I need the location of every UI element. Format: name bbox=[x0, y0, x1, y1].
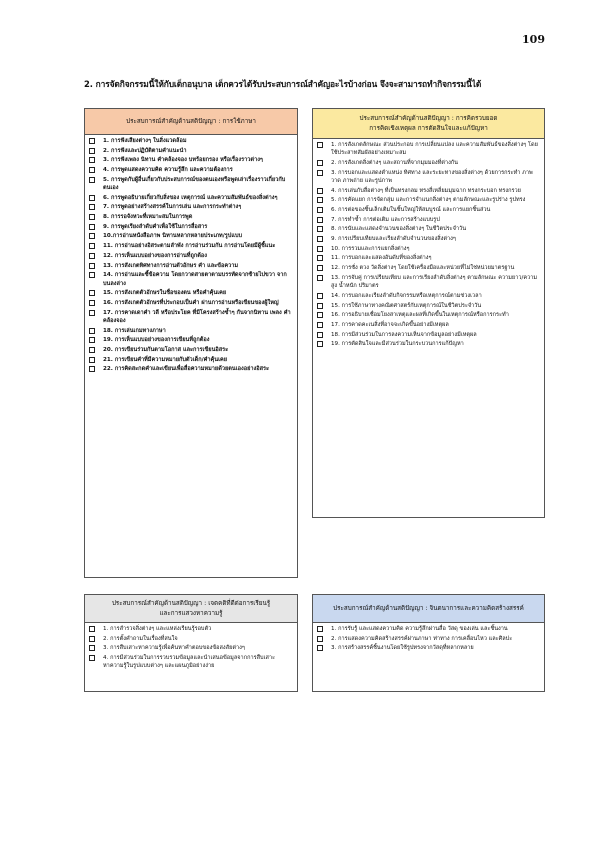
checklist-item-label: 2. การฟังและปฏิบัติตามคำแนะนำ bbox=[103, 147, 187, 154]
checkbox[interactable] bbox=[317, 142, 323, 148]
checklist-item bbox=[85, 203, 297, 211]
checklist-item-label: 2. การสังเกตสิ่งต่างๆ และสถานที่จากมุมมองที่ต่างกัน bbox=[331, 159, 459, 166]
box-title-line: ประสบการณ์สำคัญด้านสติปัญญา : การคิดรวบยอด bbox=[359, 114, 498, 122]
checklist-item bbox=[313, 159, 544, 167]
box-concept-reasoning-experiences bbox=[312, 108, 545, 518]
checklist-item-label: 19. การตัดสินใจและมีส่วนร่วมในกระบวนการแก้ปัญหา bbox=[331, 341, 464, 348]
checkbox[interactable] bbox=[317, 645, 323, 651]
checklist-item-label: 15. การสังเกตตัวอักษรในชื่อของตน หรือคำคุ้นเคย bbox=[103, 290, 227, 297]
checklist-item-label: 8. การรอจังหวะที่เหมาะสมในการพูด bbox=[103, 214, 193, 221]
checklist-item bbox=[313, 169, 544, 186]
checkbox[interactable] bbox=[317, 303, 323, 309]
checklist-item bbox=[313, 225, 544, 233]
checklist-item-label: 15. การใช้ภาษาทางคณิตศาสตร์กับเหตุการณ์ในชีวิตประจำวัน bbox=[331, 302, 482, 309]
checkbox[interactable] bbox=[317, 246, 323, 252]
checklist-item bbox=[85, 223, 297, 231]
box-language-experiences bbox=[84, 108, 298, 578]
box-concept-header bbox=[313, 109, 544, 139]
checklist-item-label: 1. การฟังเสียงต่างๆ ในสิ่งแวดล้อม bbox=[103, 138, 187, 144]
checklist-item-label: 14. การอ่านและชี้ข้อความ โดยกวาดสายตาตามบรรทัดจากซ้ายไปขวา จากบนลงล่าง bbox=[103, 272, 287, 287]
checklist-item-label: 21. การเขียนคำที่มีความหมายกับตัวเด็ก/คำคุ้นเคย bbox=[103, 356, 228, 363]
checklist-item-label: 7. การพูดอย่างสร้างสรรค์ในการเล่น และการกระทำต่างๆ bbox=[103, 204, 242, 211]
checkbox[interactable] bbox=[317, 226, 323, 232]
page-number: 109 bbox=[522, 33, 545, 46]
checklist-item-label: 3. การสร้างสรรค์ชิ้นงานโดยใช้รูปทรงจากวัสดุที่หลากหลาย bbox=[331, 645, 474, 652]
box-title-line: ประสบการณ์สำคัญด้านสติปัญญา : จินตนาการและความคิดสร้างสรรค์ bbox=[333, 604, 524, 612]
checkbox[interactable] bbox=[317, 275, 323, 281]
checkbox[interactable] bbox=[317, 626, 323, 632]
checkbox[interactable] bbox=[89, 224, 95, 230]
checklist-item bbox=[313, 635, 544, 643]
checkbox[interactable] bbox=[89, 272, 95, 278]
checkbox[interactable] bbox=[317, 197, 323, 203]
checklist-item-label: 22. การคิดสะกดคำและเขียนเพื่อสื่อความหมายด้วยตนเองอย่างอิสระ bbox=[103, 366, 269, 373]
checklist-item-label: 9. การพูดเรียงลำดับคำเพื่อใช้ในการสื่อสาร bbox=[103, 223, 208, 230]
checklist-item-label: 16. การสังเกตตัวอักษรที่ประกอบเป็นคำ ผ่านการอ่านหรือเขียนของผู้ใหญ่ bbox=[103, 299, 279, 306]
checklist-item bbox=[313, 302, 544, 310]
checkbox[interactable] bbox=[89, 655, 95, 661]
checkbox[interactable] bbox=[89, 310, 95, 316]
checklist-item-label: 11. การอ่านอย่างอิสระตามลำพัง การอ่านร่วมกัน การอ่านโดยมีผู้ชี้แนะ bbox=[103, 243, 276, 250]
checklist-item-label: 4. การมีส่วนร่วมในการรวบรวมข้อมูลและนำเสนอข้อมูลจากการสืบเสาะหาความรู้ในรูปแบบต่างๆ และแผนภูมิอย่างง่าย bbox=[103, 655, 276, 670]
checklist-item bbox=[313, 196, 544, 204]
checklist-item bbox=[313, 206, 544, 214]
checkbox[interactable] bbox=[317, 255, 323, 261]
checklist-item-label: 13. การจับคู่ การเปรียบเทียบ และการเรียงลำดับสิ่งต่างๆ ตามลักษณะ ความยาว/ความสูง น้ำหนัก ปริมาตร bbox=[331, 274, 538, 290]
checklist-item-label: 17. การคาดเดาคำ วลี หรือประโยค ที่มีโครงสร้างซ้ำๆ กันจากนิทาน เพลง คำคล้องจอง bbox=[103, 309, 291, 324]
checklist-item bbox=[313, 141, 544, 158]
box-language-header bbox=[85, 109, 297, 135]
checkbox[interactable] bbox=[89, 233, 95, 239]
checklist-item-label: 1. การสำรวจสิ่งต่างๆ และแหล่งเรียนรู้รอบตัว bbox=[103, 626, 212, 632]
checkbox[interactable] bbox=[317, 170, 323, 176]
checklist-item-label: 4. การเล่นกับสื่อต่างๆ ที่เป็นทรงกลม ทรงสี่เหลี่ยมมุมฉาก ทรงกระบอก ทรงกรวย bbox=[331, 187, 521, 194]
checkbox[interactable] bbox=[317, 341, 323, 347]
checkbox[interactable] bbox=[317, 322, 323, 328]
box-title-line: ประสบการณ์สำคัญด้านสติปัญญา : การใช้ภาษา bbox=[126, 117, 256, 125]
checklist-item bbox=[85, 176, 297, 193]
checklist-item-label: 3. การฟังเพลง นิทาน คำคล้องจอง บทร้อยกรอง หรือเรื่องราวต่างๆ bbox=[103, 157, 263, 164]
checklist-item bbox=[313, 311, 544, 319]
checkbox[interactable] bbox=[89, 253, 95, 259]
checklist-item bbox=[313, 274, 544, 291]
checklist-item bbox=[85, 194, 297, 202]
box-learning-attitude-experiences bbox=[84, 594, 298, 692]
checkbox[interactable] bbox=[89, 243, 95, 249]
checkbox[interactable] bbox=[317, 293, 323, 299]
box-attitude-list bbox=[85, 623, 297, 671]
checklist-item-label: 7. การทำซ้ำ การต่อเติม และการสร้างแบบรูป bbox=[331, 216, 440, 223]
checklist-item bbox=[85, 156, 297, 164]
checkbox[interactable] bbox=[317, 332, 323, 338]
checklist-item bbox=[85, 299, 297, 307]
checklist-item bbox=[85, 327, 297, 335]
box-title-line: และการแสวงหาความรู้ bbox=[159, 609, 223, 617]
checklist-item-label: 16. การอธิบายเชื่อมโยงสาเหตุและผลที่เกิดขึ้นในเหตุการณ์หรือการกระทำ bbox=[331, 312, 509, 319]
checklist-item bbox=[313, 321, 544, 329]
checklist-item bbox=[313, 644, 544, 652]
checklist-item-label: 6. การต่อของชิ้นเล็กเติมในชิ้นใหญ่ให้สมบูรณ์ และการแยกชิ้นส่วน bbox=[331, 207, 491, 214]
box-attitude-header bbox=[85, 595, 297, 623]
checklist-item bbox=[85, 356, 297, 364]
box-title-line: ประสบการณ์สำคัญด้านสติปัญญา : เจตคติที่ดีต่อการเรียนรู้ bbox=[111, 599, 271, 607]
checklist-item bbox=[85, 336, 297, 344]
checklist-item-label: 18. การเล่นเกมทางภาษา bbox=[103, 327, 166, 334]
checklist-item bbox=[313, 331, 544, 339]
checklist-item-label: 12. การเห็นแบบอย่างของการอ่านที่ถูกต้อง bbox=[103, 252, 207, 259]
checklist-item bbox=[85, 252, 297, 260]
checklist-item bbox=[85, 242, 297, 250]
checklist-item bbox=[313, 187, 544, 195]
checklist-item bbox=[85, 346, 297, 354]
checkbox[interactable] bbox=[317, 236, 323, 242]
checklist-item-label: 12. การชั่ง ตวง วัดสิ่งต่างๆ โดยใช้เครื่องมือและหน่วยที่ไม่ใช่หน่วยมาตรฐาน bbox=[331, 265, 515, 272]
checklist-item bbox=[85, 654, 297, 671]
checkbox[interactable] bbox=[89, 214, 95, 220]
checklist-item bbox=[85, 289, 297, 297]
checkbox[interactable] bbox=[89, 148, 95, 154]
checkbox[interactable] bbox=[317, 160, 323, 166]
checklist-item-label: 3. การบอกและแสดงตำแหน่ง ทิศทาง และระยะทางของสิ่งต่างๆ ด้วยการกระทำ ภาพวาด ภาพถ่าย และรูปภาพ bbox=[331, 169, 533, 184]
box-language-list bbox=[85, 135, 297, 374]
checkbox[interactable] bbox=[89, 328, 95, 334]
checklist-item bbox=[313, 216, 544, 224]
checkbox[interactable] bbox=[89, 300, 95, 306]
checkbox[interactable] bbox=[89, 167, 95, 173]
checklist-item-label: 11. การบอกและแสดงอันดับที่ของสิ่งต่างๆ bbox=[331, 255, 432, 262]
checklist-item bbox=[313, 292, 544, 300]
checklist-item-label: 5. การพูดกับผู้อื่นเกี่ยวกับประสบการณ์ของตนเองหรือพูดเล่าเรื่องราวเกี่ยวกับตนเอง bbox=[103, 176, 286, 192]
checklist-item-label: 3. การสืบเสาะหาความรู้เพื่อค้นหาคำตอบของข้อสงสัยต่างๆ bbox=[103, 645, 245, 652]
checklist-item-label: 20. การเขียนร่วมกันตามโอกาส และการเขียนอิสระ bbox=[103, 346, 229, 353]
checklist-item-label: 1. การสังเกตลักษณะ ส่วนประกอบ การเปลี่ยนแปลง และความสัมพันธ์ของสิ่งต่างๆ โดยใช้ประสาทสัมผัสอย่างเหมาะสม bbox=[331, 142, 538, 157]
checklist-item-label: 17. การคาดคะเนสิ่งที่อาจจะเกิดขึ้นอย่างมีเหตุผล bbox=[331, 321, 449, 328]
checklist-item-label: 8. การนับและแสดงจำนวนของสิ่งต่างๆ ในชีวิตประจำวัน bbox=[331, 226, 467, 233]
checkbox[interactable] bbox=[89, 337, 95, 343]
checkbox[interactable] bbox=[89, 626, 95, 632]
checkbox[interactable] bbox=[317, 217, 323, 223]
box-title-line: การคิดเชิงเหตุผล การตัดสินใจและแก้ปัญหา bbox=[369, 124, 488, 132]
checkbox[interactable] bbox=[89, 357, 95, 363]
checklist-item bbox=[85, 166, 297, 174]
checklist-item-label: 4. การพูดแสดงความคิด ความรู้สึก และความต้องการ bbox=[103, 167, 233, 174]
checklist-item bbox=[313, 264, 544, 272]
checklist-item-label: 10. การรวมและการแยกสิ่งต่างๆ bbox=[331, 245, 410, 252]
checklist-item bbox=[313, 235, 544, 243]
checkbox[interactable] bbox=[89, 138, 95, 144]
checklist-item-label: 19. การเห็นแบบอย่างของการเขียนที่ถูกต้อง bbox=[103, 337, 210, 344]
checklist-item bbox=[85, 213, 297, 221]
checklist-item-label: 6. การพูดอธิบายเกี่ยวกับสิ่งของ เหตุการณ์ และความสัมพันธ์ของสิ่งต่างๆ bbox=[103, 194, 278, 201]
checklist-item bbox=[85, 365, 297, 373]
checklist-item bbox=[85, 644, 297, 652]
box-concept-list bbox=[313, 139, 544, 349]
checklist-item-label: 18. การมีส่วนร่วมในการลงความเห็นจากข้อมูลอย่างมีเหตุผล bbox=[331, 331, 477, 338]
box-creativity-list bbox=[313, 623, 544, 653]
activity-question-heading: 2. การจัดกิจกรรมนี้ให้กับเด็กอนุบาล เด็กควรได้รับประสบการณ์สำคัญอะไรบ้างก่อน จึงจะสามารถทำกิจกรรมนี้ได้ bbox=[84, 79, 482, 89]
box-imagination-creativity-experiences bbox=[312, 594, 545, 692]
checklist-item bbox=[85, 262, 297, 270]
checkbox[interactable] bbox=[89, 157, 95, 163]
checklist-item bbox=[313, 625, 544, 633]
checklist-item bbox=[85, 309, 297, 326]
checkbox[interactable] bbox=[89, 366, 95, 372]
checkbox[interactable] bbox=[317, 636, 323, 642]
checkbox[interactable] bbox=[89, 636, 95, 642]
checklist-item-label: 2. การแสดงความคิดสร้างสรรค์ผ่านภาษา ท่าทาง การเคลื่อนไหว และศิลปะ bbox=[331, 635, 513, 642]
checklist-item bbox=[313, 340, 544, 348]
checklist-item-label: 10.การอ่านหนังสือภาพ นิทานหลากหลายประเภท/รูปแบบ bbox=[103, 233, 243, 240]
checklist-item bbox=[85, 232, 297, 240]
checklist-item bbox=[313, 245, 544, 253]
checkbox[interactable] bbox=[317, 188, 323, 194]
checkbox[interactable] bbox=[89, 347, 95, 353]
checkbox[interactable] bbox=[89, 204, 95, 210]
checkbox[interactable] bbox=[89, 645, 95, 651]
checkbox[interactable] bbox=[317, 265, 323, 271]
checkbox[interactable] bbox=[317, 207, 323, 213]
checklist-item-label: 5. การคัดแยก การจัดกลุ่ม และการจำแนกสิ่งต่างๆ ตามลักษณะและรูปร่าง รูปทรง bbox=[331, 197, 526, 204]
checklist-item bbox=[85, 271, 297, 288]
checklist-item-label: 2. การตั้งคำถามในเรื่องที่สนใจ bbox=[103, 635, 178, 642]
checklist-item bbox=[85, 147, 297, 155]
checklist-item-label: 1. การรับรู้ และแสดงความคิด ความรู้สึกผ่านสื่อ วัสดุ ของเล่น และชิ้นงาน bbox=[331, 626, 508, 632]
checklist-item bbox=[313, 254, 544, 262]
checklist-item-label: 14. การบอกและเรียงลำดับกิจกรรมหรือเหตุการณ์ตามช่วงเวลา bbox=[331, 292, 482, 299]
checklist-item bbox=[85, 635, 297, 643]
checklist-item bbox=[85, 625, 297, 633]
box-creativity-header bbox=[313, 595, 544, 623]
checkbox[interactable] bbox=[89, 263, 95, 269]
checkbox[interactable] bbox=[89, 195, 95, 201]
checkbox[interactable] bbox=[89, 177, 95, 183]
checklist-item bbox=[85, 137, 297, 145]
checklist-item-label: 13. การสังเกตทิศทางการอ่านตัวอักษร คำ และข้อความ bbox=[103, 262, 239, 269]
checkbox[interactable] bbox=[317, 312, 323, 318]
checkbox[interactable] bbox=[89, 290, 95, 296]
checklist-item-label: 9. การเปรียบเทียบและเรียงลำดับจำนวนของสิ่งต่างๆ bbox=[331, 236, 456, 243]
